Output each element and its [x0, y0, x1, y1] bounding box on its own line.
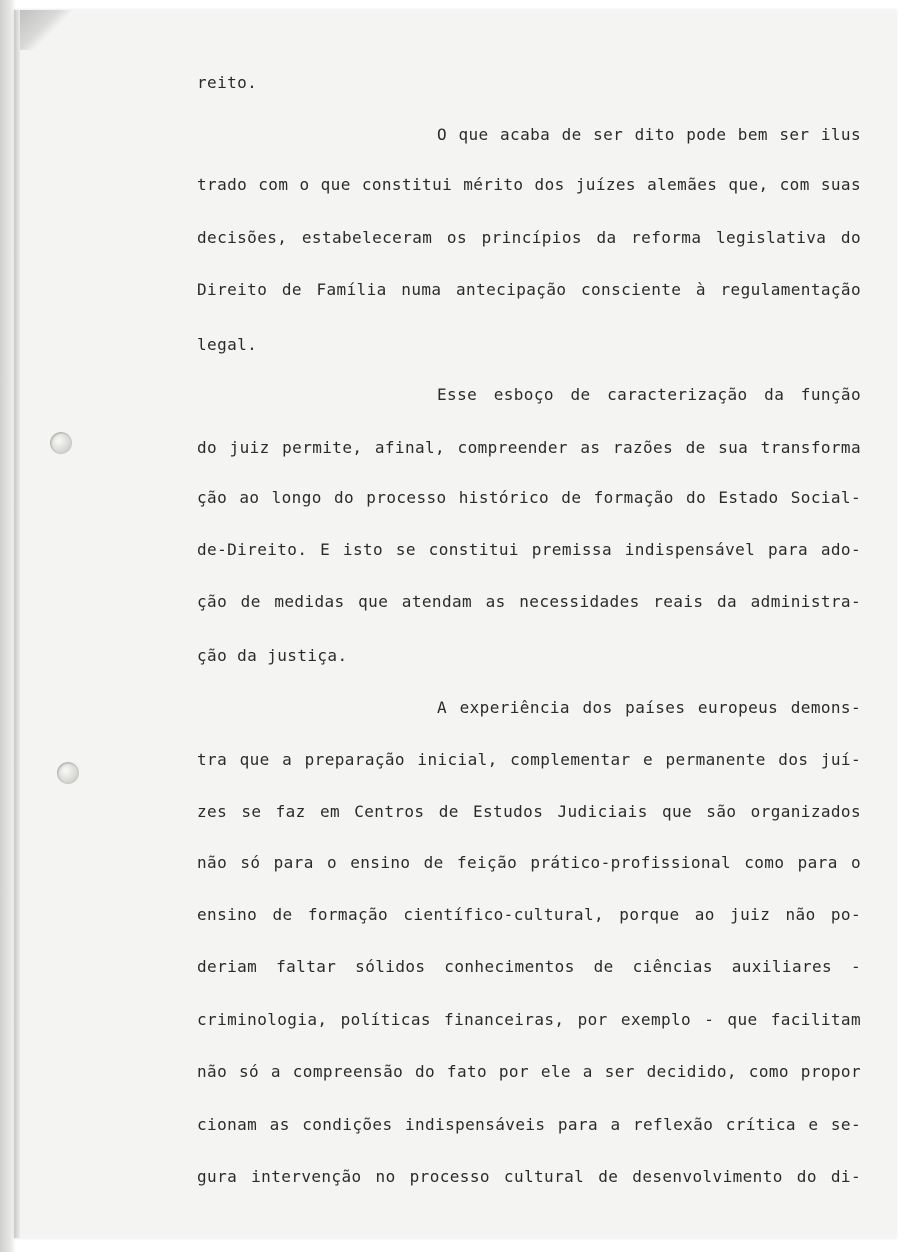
page-stack-edge [14, 10, 20, 1238]
text-line: não só a compreensão do fato por ele a ser decidido, como propor [197, 1062, 861, 1081]
text-line: do juiz permite, afinal, compreender as razões de sua transforma [197, 438, 861, 457]
text-line: ção de medidas que atendam as necessidades reais da administra- [197, 592, 861, 611]
punch-hole-icon [50, 432, 72, 454]
folded-corner-shadow [14, 10, 74, 50]
text-line: cionam as condições indispensáveis para a reflexão crítica e se- [197, 1115, 861, 1134]
text-line: trado com o que constitui mérito dos juízes alemães que, com suas [197, 175, 861, 194]
paragraph-start-line: O que acaba de ser dito pode bem ser ilus [437, 125, 861, 144]
text-line: ção ao longo do processo histórico de formação do Estado Social- [197, 488, 861, 507]
paragraph-start-line: A experiência dos países europeus demons- [437, 698, 861, 717]
text-line: tra que a preparação inicial, complementar e permanente dos juí- [197, 750, 861, 769]
text-line: criminologia, políticas financeiras, por exemplo - que facilitam [197, 1010, 861, 1029]
text-line: não só para o ensino de feição prático-profissional como para o [197, 853, 861, 872]
text-line: Direito de Família numa antecipação consciente à regulamentação [197, 280, 861, 299]
paragraph-start-line: Esse esboço de caracterização da função [437, 385, 861, 404]
text-line: reito. [197, 73, 258, 92]
text-line: gura intervenção no processo cultural de desenvolvimento do di- [197, 1167, 861, 1186]
text-line: legal. [197, 335, 258, 354]
text-line: ensino de formação científico-cultural, porque ao juiz não po- [197, 905, 861, 924]
typewritten-page [14, 10, 896, 1238]
text-line: deriam faltar sólidos conhecimentos de ciências auxiliares - [197, 957, 861, 976]
text-line: zes se faz em Centros de Estudos Judiciais que são organizados [197, 802, 861, 821]
punch-hole-icon [57, 762, 79, 784]
text-line: de-Direito. E isto se constitui premissa indispensável para ado- [197, 540, 861, 559]
text-line: decisões, estabeleceram os princípios da reforma legislativa do [197, 228, 861, 247]
text-line: ção da justiça. [197, 646, 348, 665]
